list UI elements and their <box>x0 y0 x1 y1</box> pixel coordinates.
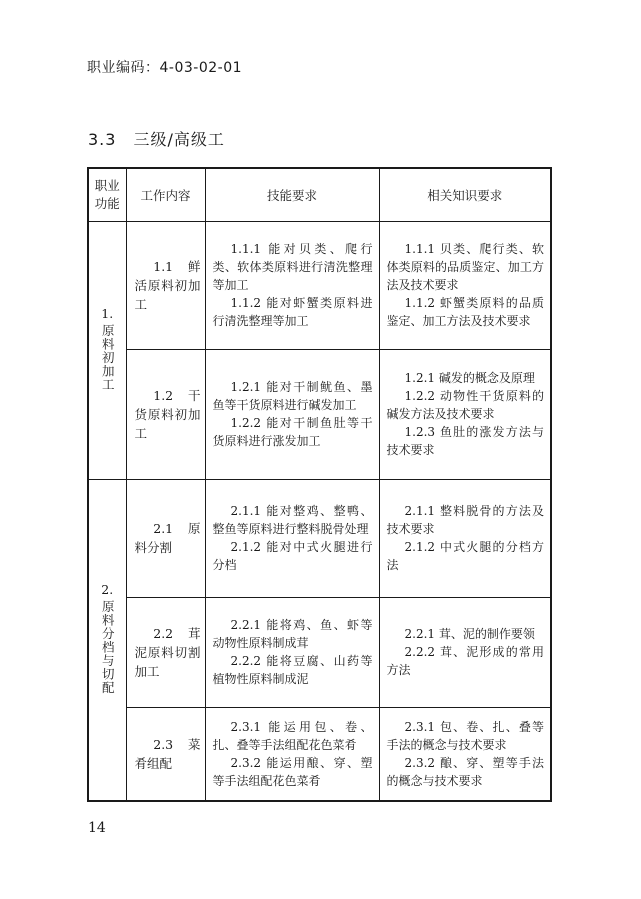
table-header-row <box>88 168 551 221</box>
table-row <box>88 349 551 479</box>
table-row <box>88 707 551 801</box>
header-function: 职业功能 <box>88 168 126 221</box>
function-number: 1. <box>101 305 114 321</box>
function-cell <box>88 479 126 801</box>
function-number: 2. <box>101 582 114 597</box>
content-cell: 1.2 干货原料初加工 <box>126 349 205 479</box>
skills-cell: 2.3.1 能运用包、卷、扎、叠等手法组配花色菜肴 2.3.2 能运用酿、穿、塑等手法组配花色菜肴 <box>205 707 379 801</box>
skills-cell: 1.2.1 能对干制鱿鱼、墨鱼等干货原料进行碱发加工 1.2.2 能对干制鱼肚等干货原料进行涨发加工 <box>205 349 379 479</box>
section-title: 3.3 三级/高级工 <box>88 130 225 149</box>
table-row <box>88 221 551 349</box>
skills-table <box>87 167 552 802</box>
knowledge-cell: 2.1.1 整料脱骨的方法及技术要求 2.1.2 中式火腿的分档方法 <box>379 479 551 597</box>
page-number: 14 <box>88 820 106 836</box>
knowledge-cell: 2.2.1 茸、泥的制作要领 2.2.2 茸、泥形成的常用方法 <box>379 597 551 707</box>
function-cell <box>88 221 126 479</box>
header-skills: 技能要求 <box>205 168 379 221</box>
function-name: 原料初加工 <box>100 323 116 392</box>
function-name: 原料分档与切配 <box>100 600 116 695</box>
table-row <box>88 479 551 597</box>
header-content: 工作内容 <box>126 168 205 221</box>
skills-cell: 2.2.1 能将鸡、鱼、虾等动物性原料制成茸 2.2.2 能将豆腐、山药等植物性原料制成泥 <box>205 597 379 707</box>
header-knowledge: 相关知识要求 <box>379 168 551 221</box>
content-cell: 2.3 菜肴组配 <box>126 707 205 801</box>
knowledge-cell: 1.2.1 碱发的概念及原理 1.2.2 动物性干货原料的碱发方法及技术要求 1.2.3 鱼肚的涨发方法与技术要求 <box>379 349 551 479</box>
content-cell: 2.2 茸泥原料切割加工 <box>126 597 205 707</box>
content-cell: 2.1 原料分割 <box>126 479 205 597</box>
knowledge-cell: 2.3.1 包、卷、扎、叠等手法的概念与技术要求 2.3.2 酿、穿、塑等手法的概念与技术要求 <box>379 707 551 801</box>
skills-cell: 1.1.1 能对贝类、爬行类、软体类原料进行清洗整理等加工 1.1.2 能对虾蟹类原料进行清洗整理等加工 <box>205 221 379 349</box>
content-cell: 1.1 鲜活原料初加工 <box>126 221 205 349</box>
occupation-code: 职业编码：4-03-02-01 <box>87 60 243 76</box>
skills-cell: 2.1.1 能对整鸡、整鸭、整鱼等原料进行整料脱骨处理 2.1.2 能对中式火腿进行分档 <box>205 479 379 597</box>
table-row <box>88 597 551 707</box>
knowledge-cell: 1.1.1 贝类、爬行类、软体类原料的品质鉴定、加工方法及技术要求 1.1.2 虾蟹类原料的品质鉴定、加工方法及技术要求 <box>379 221 551 349</box>
